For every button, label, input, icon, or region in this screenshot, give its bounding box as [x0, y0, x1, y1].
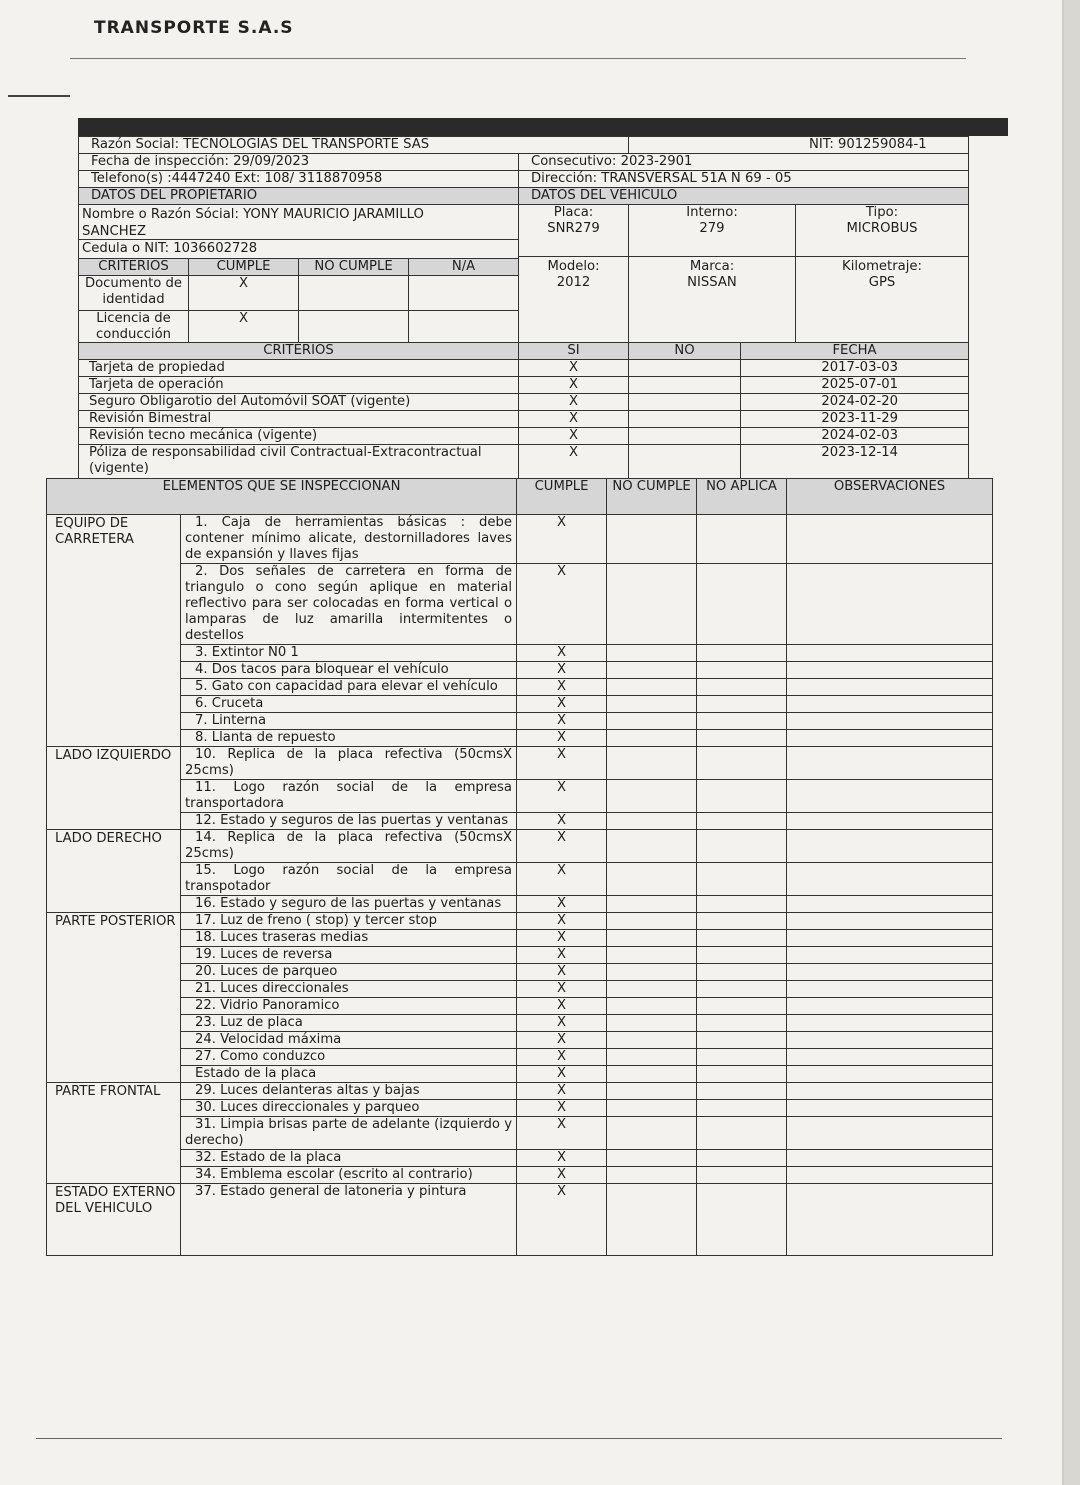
document-fecha: 2017-03-03: [741, 360, 969, 377]
document-si: X: [519, 377, 629, 394]
inspection-item-no-cumple: [607, 780, 697, 813]
inspection-item-observaciones: [787, 1083, 993, 1100]
inspection-row: [47, 713, 993, 730]
inspection-item-no-aplica: [697, 1167, 787, 1184]
inspection-item-no-cumple: [607, 913, 697, 930]
inspection-row: [47, 998, 993, 1015]
insp-header-observaciones: OBSERVACIONES: [787, 479, 993, 515]
inspection-item-text: 27. Como conduzco: [181, 1049, 517, 1066]
general-info-table: [78, 136, 969, 205]
inspection-item-no-aplica: [697, 998, 787, 1015]
consecutivo: Consecutivo: 2023-2901: [519, 154, 969, 171]
inspection-item-cumple: X: [517, 662, 607, 679]
insp-header-elementos: ELEMENTOS QUE SE INSPECCIONAN: [47, 479, 517, 515]
insp-header-no-cumple: NO CUMPLE: [607, 479, 697, 515]
inspection-row: [47, 662, 993, 679]
inspection-item-no-cumple: [607, 813, 697, 830]
owner-name: Nombre o Razón Sócial: YONY MAURICIO JARAMILLO SANCHEZ: [82, 207, 424, 239]
inspection-row: [47, 964, 993, 981]
marca-label: Marca:: [689, 259, 735, 274]
document-no: [629, 445, 741, 479]
inspection-item-cumple: X: [517, 679, 607, 696]
inspection-row: [47, 1066, 993, 1083]
document-si: X: [519, 360, 629, 377]
documents-table: [78, 342, 969, 479]
document-no: [629, 394, 741, 411]
inspection-item-no-cumple: [607, 564, 697, 645]
inspection-item-text: 19. Luces de reversa: [181, 947, 517, 964]
km-value: GPS: [868, 275, 896, 290]
inspection-item-observaciones: [787, 930, 993, 947]
inspection-item-cumple: X: [517, 1117, 607, 1150]
inspection-item-cumple: X: [517, 863, 607, 896]
inspection-item-no-cumple: [607, 515, 697, 564]
footer-divider: [36, 1438, 1002, 1439]
inspection-item-no-cumple: [607, 679, 697, 696]
document-no: [629, 360, 741, 377]
margin-mark: [8, 95, 70, 97]
inspection-item-no-cumple: [607, 863, 697, 896]
inspection-item-observaciones: [787, 1184, 993, 1256]
company-title: TRANSPORTE S.A.S: [94, 18, 294, 38]
inspection-item-text: 29. Luces delanteras altas y bajas: [181, 1083, 517, 1100]
insp-header-no-aplica: NO APLICA: [697, 479, 787, 515]
interno-label: Interno:: [686, 205, 738, 220]
inspection-item-text: 10. Replica de la placa refectiva (50cmsX 25cms): [181, 747, 517, 780]
inspection-item-text: 22. Vidrio Panoramico: [181, 998, 517, 1015]
document-label: Póliza de responsabilidad civil Contractual-Extracontractual (vigente): [79, 445, 519, 479]
inspection-item-text: 11. Logo razón social de la empresa transportadora: [181, 780, 517, 813]
inspection-item-text: 15. Logo razón social de la empresa transpotador: [181, 863, 517, 896]
inspection-item-no-cumple: [607, 1032, 697, 1049]
inspection-item-text: 14. Replica de la placa refectiva (50cmsX 25cms): [181, 830, 517, 863]
modelo-label: Modelo:: [547, 259, 600, 274]
inspection-item-no-aplica: [697, 930, 787, 947]
docs-header-no: NO: [629, 343, 741, 360]
inspection-row: [47, 780, 993, 813]
inspection-item-text: 5. Gato con capacidad para elevar el vehículo: [181, 679, 517, 696]
inspection-item-cumple: X: [517, 930, 607, 947]
inspection-item-no-cumple: [607, 930, 697, 947]
inspection-row: [47, 679, 993, 696]
inspection-item-observaciones: [787, 1100, 993, 1117]
inspection-item-text: 17. Luz de freno ( stop) y tercer stop: [181, 913, 517, 930]
inspection-item-cumple: X: [517, 1083, 607, 1100]
inspection-row: [47, 1100, 993, 1117]
inspection-item-observaciones: [787, 730, 993, 747]
inspection-row: [47, 1184, 993, 1256]
nit: NIT: 901259084-1: [629, 137, 969, 154]
document-row: [79, 394, 969, 411]
interno-value: 279: [699, 221, 725, 236]
inspection-item-no-cumple: [607, 696, 697, 713]
conductor-row-cumple: X: [189, 311, 299, 346]
conductor-header-na: N/A: [409, 259, 519, 276]
inspection-item-no-aplica: [697, 713, 787, 730]
inspection-item-no-cumple: [607, 662, 697, 679]
inspection-item-observaciones: [787, 747, 993, 780]
inspection-item-cumple: X: [517, 830, 607, 863]
inspection-item-cumple: X: [517, 1150, 607, 1167]
inspection-row: [47, 747, 993, 780]
inspection-item-no-aplica: [697, 747, 787, 780]
inspection-item-no-cumple: [607, 998, 697, 1015]
inspection-row: [47, 564, 993, 645]
inspection-group-label: PARTE POSTERIOR: [47, 913, 181, 1083]
document-si: X: [519, 428, 629, 445]
inspection-item-observaciones: [787, 947, 993, 964]
inspection-item-cumple: X: [517, 730, 607, 747]
document-fecha: 2025-07-01: [741, 377, 969, 394]
inspection-item-no-cumple: [607, 747, 697, 780]
inspection-item-cumple: X: [517, 1184, 607, 1256]
inspection-item-observaciones: [787, 1032, 993, 1049]
inspection-item-no-aplica: [697, 662, 787, 679]
inspection-item-text: 6. Cruceta: [181, 696, 517, 713]
inspection-item-no-aplica: [697, 813, 787, 830]
inspection-row: [47, 981, 993, 998]
inspection-item-no-cumple: [607, 730, 697, 747]
docs-header-criterios: CRITERIOS: [79, 343, 519, 360]
document-fecha: 2023-11-29: [741, 411, 969, 428]
inspection-item-observaciones: [787, 515, 993, 564]
inspection-item-observaciones: [787, 780, 993, 813]
inspection-item-no-aplica: [697, 696, 787, 713]
inspection-item-no-aplica: [697, 1066, 787, 1083]
inspection-item-cumple: X: [517, 515, 607, 564]
inspection-item-no-aplica: [697, 730, 787, 747]
inspection-item-no-aplica: [697, 830, 787, 863]
inspection-row: [47, 730, 993, 747]
inspection-item-text: 20. Luces de parqueo: [181, 964, 517, 981]
fecha-inspeccion: Fecha de inspección: 29/09/2023: [79, 154, 519, 171]
inspection-item-cumple: X: [517, 896, 607, 913]
inspection-item-no-aplica: [697, 896, 787, 913]
document-row: [79, 377, 969, 394]
inspection-row: [47, 515, 993, 564]
inspection-item-no-cumple: [607, 1049, 697, 1066]
inspection-item-observaciones: [787, 713, 993, 730]
inspection-item-text: 37. Estado general de latoneria y pintura: [181, 1184, 517, 1256]
inspection-group-label: LADO IZQUIERDO: [47, 747, 181, 830]
inspection-group-label: PARTE FRONTAL: [47, 1083, 181, 1184]
inspection-item-cumple: X: [517, 981, 607, 998]
inspection-item-observaciones: [787, 1049, 993, 1066]
inspection-item-observaciones: [787, 662, 993, 679]
conductor-row-label: Documento de identidad: [79, 276, 189, 311]
inspection-item-text: Estado de la placa: [181, 1066, 517, 1083]
inspection-item-no-cumple: [607, 947, 697, 964]
inspection-item-observaciones: [787, 1167, 993, 1184]
razon-social: Razón Social: TECNOLOGIAS DEL TRANSPORTE SAS: [79, 137, 629, 154]
document-row: [79, 360, 969, 377]
inspection-row: [47, 913, 993, 930]
inspection-item-no-cumple: [607, 1184, 697, 1256]
inspection-row: [47, 813, 993, 830]
inspection-item-text: 24. Velocidad máxima: [181, 1032, 517, 1049]
vehicle-data-table: [518, 204, 969, 343]
inspection-row: [47, 1117, 993, 1150]
inspection-item-observaciones: [787, 1066, 993, 1083]
inspection-item-cumple: X: [517, 1066, 607, 1083]
inspection-group-label: ESTADO EXTERNO DEL VEHICULO: [47, 1184, 181, 1256]
inspection-item-observaciones: [787, 1015, 993, 1032]
document-label: Revisión Bimestral: [79, 411, 519, 428]
inspection-item-observaciones: [787, 981, 993, 998]
inspection-row: [47, 1083, 993, 1100]
inspection-item-observaciones: [787, 645, 993, 662]
inspection-row: [47, 947, 993, 964]
inspection-row: [47, 1032, 993, 1049]
inspection-row: [47, 1015, 993, 1032]
inspection-item-no-cumple: [607, 1167, 697, 1184]
document-si: X: [519, 394, 629, 411]
inspection-item-no-aplica: [697, 913, 787, 930]
inspection-item-text: 1. Caja de herramientas básicas : debe contener mínimo alicate, destornilladores laves de expansión y llaves fijas: [181, 515, 517, 564]
inspection-item-cumple: X: [517, 696, 607, 713]
inspection-item-no-aplica: [697, 947, 787, 964]
inspection-item-cumple: X: [517, 813, 607, 830]
inspection-row: [47, 863, 993, 896]
inspection-item-no-aplica: [697, 1100, 787, 1117]
document-fecha: 2023-12-14: [741, 445, 969, 479]
document-label: Tarjeta de operación: [79, 377, 519, 394]
inspection-row: [47, 645, 993, 662]
document-label: Tarjeta de propiedad: [79, 360, 519, 377]
inspection-item-no-aplica: [697, 964, 787, 981]
inspection-item-text: 32. Estado de la placa: [181, 1150, 517, 1167]
inspection-item-text: 23. Luz de placa: [181, 1015, 517, 1032]
inspection-item-no-aplica: [697, 564, 787, 645]
document-row: [79, 445, 969, 479]
inspection-item-no-cumple: [607, 1066, 697, 1083]
owner-cedula: Cedula o NIT: 1036602728: [82, 241, 258, 256]
inspection-elements-table: [46, 478, 993, 1256]
inspection-row: [47, 1049, 993, 1066]
inspection-item-no-cumple: [607, 964, 697, 981]
document-row: [79, 411, 969, 428]
inspection-item-observaciones: [787, 896, 993, 913]
inspection-item-no-aplica: [697, 1015, 787, 1032]
inspection-item-cumple: X: [517, 964, 607, 981]
inspection-item-observaciones: [787, 830, 993, 863]
conductor-header-no-cumple: NO CUMPLE: [299, 259, 409, 276]
docs-header-fecha: FECHA: [741, 343, 969, 360]
inspection-item-cumple: X: [517, 747, 607, 780]
document-label: Seguro Obligarotio del Automóvil SOAT (vigente): [79, 394, 519, 411]
modelo-value: 2012: [556, 275, 591, 290]
inspection-item-no-cumple: [607, 713, 697, 730]
datos-propietario-heading: DATOS DEL PROPIETARIO: [79, 188, 519, 205]
inspection-item-cumple: X: [517, 1015, 607, 1032]
inspection-item-observaciones: [787, 1150, 993, 1167]
form-top-band: [78, 118, 1008, 136]
inspection-item-no-aplica: [697, 679, 787, 696]
inspection-item-observaciones: [787, 679, 993, 696]
inspection-item-no-cumple: [607, 645, 697, 662]
document-no: [629, 411, 741, 428]
inspection-item-cumple: X: [517, 713, 607, 730]
inspection-item-no-aplica: [697, 645, 787, 662]
inspection-item-text: 7. Linterna: [181, 713, 517, 730]
inspection-item-cumple: X: [517, 780, 607, 813]
conductor-row-label: Licencia de conducción: [79, 311, 189, 346]
docs-header-si: SI: [519, 343, 629, 360]
inspection-row: [47, 696, 993, 713]
document-no: [629, 377, 741, 394]
inspection-item-text: 16. Estado y seguro de las puertas y ventanas: [181, 896, 517, 913]
inspection-item-no-cumple: [607, 1117, 697, 1150]
inspection-group-label: EQUIPO DE CARRETERA: [47, 515, 181, 747]
inspection-item-observaciones: [787, 813, 993, 830]
inspection-item-text: 30. Luces direccionales y parqueo: [181, 1100, 517, 1117]
km-label: Kilometraje:: [842, 259, 922, 274]
inspection-item-no-aplica: [697, 1049, 787, 1066]
inspection-item-observaciones: [787, 1117, 993, 1150]
inspection-item-no-aplica: [697, 1117, 787, 1150]
document-si: X: [519, 445, 629, 479]
document-fecha: 2024-02-03: [741, 428, 969, 445]
inspection-item-no-cumple: [607, 1100, 697, 1117]
placa-value: SNR279: [547, 221, 600, 236]
driver-criteria-table: [78, 258, 519, 346]
inspection-item-text: 8. Llanta de repuesto: [181, 730, 517, 747]
inspection-item-text: 3. Extintor N0 1: [181, 645, 517, 662]
tipo-value: MICROBUS: [846, 221, 918, 236]
inspection-item-observaciones: [787, 964, 993, 981]
inspection-item-no-aplica: [697, 515, 787, 564]
document-fecha: 2024-02-20: [741, 394, 969, 411]
inspection-row: [47, 930, 993, 947]
inspection-item-cumple: X: [517, 913, 607, 930]
inspection-item-cumple: X: [517, 947, 607, 964]
tipo-label: Tipo:: [865, 205, 899, 220]
inspection-row: [47, 1150, 993, 1167]
inspection-item-no-aplica: [697, 780, 787, 813]
direccion: Dirección: TRANSVERSAL 51A N 69 - 05: [519, 171, 969, 188]
inspection-item-observaciones: [787, 998, 993, 1015]
inspection-row: [47, 830, 993, 863]
inspection-item-observaciones: [787, 564, 993, 645]
placa-label: Placa:: [553, 205, 594, 220]
inspection-item-no-aplica: [697, 1184, 787, 1256]
inspection-item-text: 12. Estado y seguros de las puertas y ventanas: [181, 813, 517, 830]
inspection-item-no-cumple: [607, 1083, 697, 1100]
header-divider: [70, 58, 966, 59]
inspection-row: [47, 1167, 993, 1184]
inspection-item-no-cumple: [607, 1015, 697, 1032]
conductor-header-cumple: CUMPLE: [189, 259, 299, 276]
inspection-item-text: 4. Dos tacos para bloquear el vehículo: [181, 662, 517, 679]
conductor-header-criterios: CRITERIOS: [79, 259, 189, 276]
inspection-item-no-cumple: [607, 896, 697, 913]
inspection-item-cumple: X: [517, 998, 607, 1015]
inspection-item-cumple: X: [517, 1032, 607, 1049]
inspection-item-no-cumple: [607, 830, 697, 863]
document-si: X: [519, 411, 629, 428]
telefono: Telefono(s) :4447240 Ext: 108/ 3118870958: [79, 171, 519, 188]
inspection-item-observaciones: [787, 863, 993, 896]
document-row: [79, 428, 969, 445]
inspection-item-no-aplica: [697, 1032, 787, 1049]
inspection-item-text: 21. Luces direccionales: [181, 981, 517, 998]
document-label: Revisión tecno mecánica (vigente): [79, 428, 519, 445]
inspection-item-no-aplica: [697, 1150, 787, 1167]
datos-vehiculo-heading: DATOS DEL VEHICULO: [519, 188, 969, 205]
marca-value: NISSAN: [687, 275, 737, 290]
inspection-item-no-aplica: [697, 981, 787, 998]
inspection-row: [47, 896, 993, 913]
inspection-item-no-cumple: [607, 981, 697, 998]
inspection-item-observaciones: [787, 696, 993, 713]
inspection-group-label: LADO DERECHO: [47, 830, 181, 913]
inspection-item-text: 34. Emblema escolar (escrito al contrario): [181, 1167, 517, 1184]
document-no: [629, 428, 741, 445]
inspection-item-cumple: X: [517, 1100, 607, 1117]
inspection-item-cumple: X: [517, 1167, 607, 1184]
inspection-item-text: 31. Limpia brisas parte de adelante (izquierdo y derecho): [181, 1117, 517, 1150]
inspection-item-no-aplica: [697, 863, 787, 896]
inspection-item-text: 18. Luces traseras medias: [181, 930, 517, 947]
inspection-item-observaciones: [787, 913, 993, 930]
conductor-row-cumple: X: [189, 276, 299, 311]
inspection-item-no-aplica: [697, 1083, 787, 1100]
inspection-item-no-cumple: [607, 1150, 697, 1167]
inspection-item-cumple: X: [517, 645, 607, 662]
inspection-item-cumple: X: [517, 564, 607, 645]
inspection-item-text: 2. Dos señales de carretera en forma de triangulo o cono según aplique en material reflectivo para ser colocadas en forma vertical o lamparas de luz amarilla intermitentes o destellos: [181, 564, 517, 645]
inspection-item-cumple: X: [517, 1049, 607, 1066]
insp-header-cumple: CUMPLE: [517, 479, 607, 515]
